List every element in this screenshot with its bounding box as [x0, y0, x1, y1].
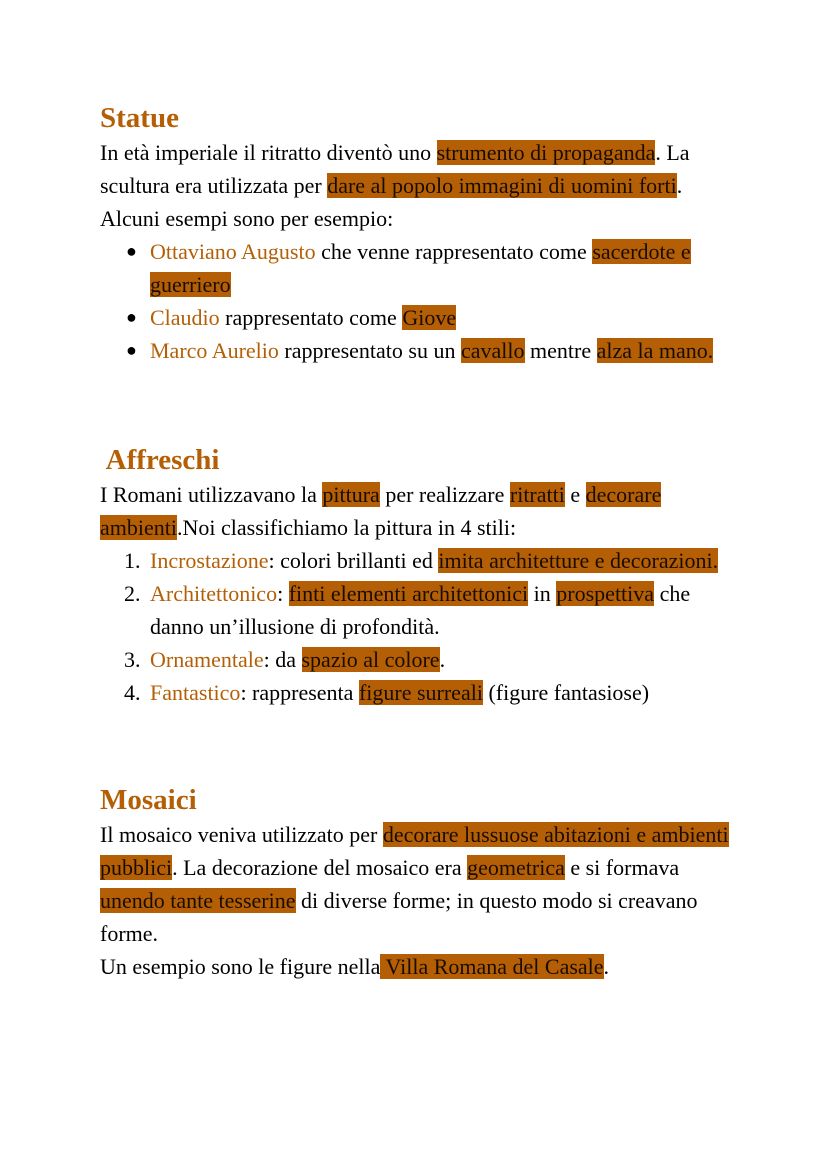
text-run: .	[439, 647, 446, 672]
text-run: Un esempio sono le figure nella	[100, 954, 381, 979]
list-number: 2.	[124, 581, 141, 606]
emperor-name: Claudio	[150, 305, 220, 330]
bullet-icon: ●	[126, 307, 137, 327]
highlighted-text: geometrica	[467, 855, 565, 880]
section-heading-affreschi: Affreschi	[100, 444, 220, 476]
text-run: rappresentato come	[219, 305, 403, 330]
section-affreschi	[100, 442, 740, 709]
list-item	[100, 643, 740, 676]
text-run: :	[277, 581, 289, 606]
text-run: Il mosaico veniva utilizzato per	[100, 822, 383, 847]
highlighted-text: strumento di propaganda	[436, 140, 656, 165]
style-name: Fantastico	[150, 680, 241, 705]
highlighted-text: cavallo	[460, 338, 525, 363]
list-item	[100, 235, 740, 301]
emperor-name: Ottaviano Augusto	[150, 239, 316, 264]
mosaici-example-paragraph	[100, 950, 740, 983]
statue-examples-list	[100, 235, 740, 367]
text-run: . La decorazione del mosaico era	[172, 855, 468, 880]
list-item	[100, 544, 740, 577]
highlighted-text: decorare lussuose abitazioni e ambienti pubblici	[100, 822, 729, 880]
highlighted-text: imita architetture e decorazioni.	[438, 548, 719, 573]
text-run: : colori brillanti ed	[268, 548, 439, 573]
section-heading-statue: Statue	[100, 102, 179, 134]
list-item	[100, 301, 740, 334]
list-item	[100, 676, 740, 709]
text-run: per realizzare	[379, 482, 510, 507]
text-run: e si formava	[564, 855, 680, 880]
text-run: (figure fantasiose)	[482, 680, 650, 705]
text-run: che danno un’illusione di profondità.	[150, 581, 691, 639]
highlighted-text: alza la mano.	[596, 338, 714, 363]
text-run: di diverse forme; in questo modo si creavano forme.	[100, 888, 698, 946]
highlighted-text: spazio al colore	[301, 647, 440, 672]
section-heading-mosaici: Mosaici	[100, 784, 197, 816]
list-item	[100, 577, 740, 643]
highlighted-text: Villa Romana del Casale	[380, 954, 604, 979]
style-name: Architettonico	[150, 581, 278, 606]
emperor-name: Marco Aurelio	[150, 338, 279, 363]
text-run: I Romani utilizzavano la	[100, 482, 323, 507]
list-item	[100, 334, 740, 367]
text-run: .Noi classifichiamo la pittura in 4 stili:	[176, 515, 517, 540]
bullet-icon: ●	[126, 241, 137, 261]
highlighted-text: prospettiva	[556, 581, 655, 606]
list-number: 4.	[124, 680, 141, 705]
highlighted-text: decorare ambienti	[100, 482, 662, 540]
text-run: che venne rappresentato come	[315, 239, 593, 264]
text-run: . Alcuni esempi sono per esempio:	[100, 173, 683, 231]
text-run: . La scultura era utilizzata per	[100, 140, 690, 198]
style-name: Incrostazione	[150, 548, 269, 573]
text-run: rappresentato su un	[278, 338, 461, 363]
text-run: : rappresenta	[240, 680, 359, 705]
highlighted-text: Giove	[402, 305, 457, 330]
text-run: In età imperiale il ritratto diventò uno	[100, 140, 437, 165]
text-run: mentre	[524, 338, 597, 363]
statue-intro-paragraph	[100, 136, 740, 235]
highlighted-text: finti elementi architettonici	[288, 581, 529, 606]
text-run: e	[564, 482, 586, 507]
highlighted-text: figure surreali	[358, 680, 483, 705]
highlighted-text: sacerdote e guerriero	[150, 239, 691, 297]
painting-styles-list	[100, 544, 740, 709]
text-run: : da	[263, 647, 302, 672]
affreschi-intro-paragraph	[100, 478, 740, 544]
bullet-icon: ●	[126, 340, 137, 360]
highlighted-text: dare al popolo immagini di uomini forti	[327, 173, 677, 198]
section-mosaici	[100, 782, 740, 983]
list-number: 3.	[124, 647, 141, 672]
list-number: 1.	[124, 548, 141, 573]
highlighted-text: ritratti	[509, 482, 565, 507]
mosaici-body-paragraph	[100, 818, 740, 950]
highlighted-text: unendo tante tesserine	[100, 888, 296, 913]
highlighted-text: pittura	[322, 482, 380, 507]
section-statue	[100, 100, 740, 367]
text-run: in	[528, 581, 557, 606]
text-run: .	[603, 954, 610, 979]
style-name: Ornamentale	[150, 647, 264, 672]
